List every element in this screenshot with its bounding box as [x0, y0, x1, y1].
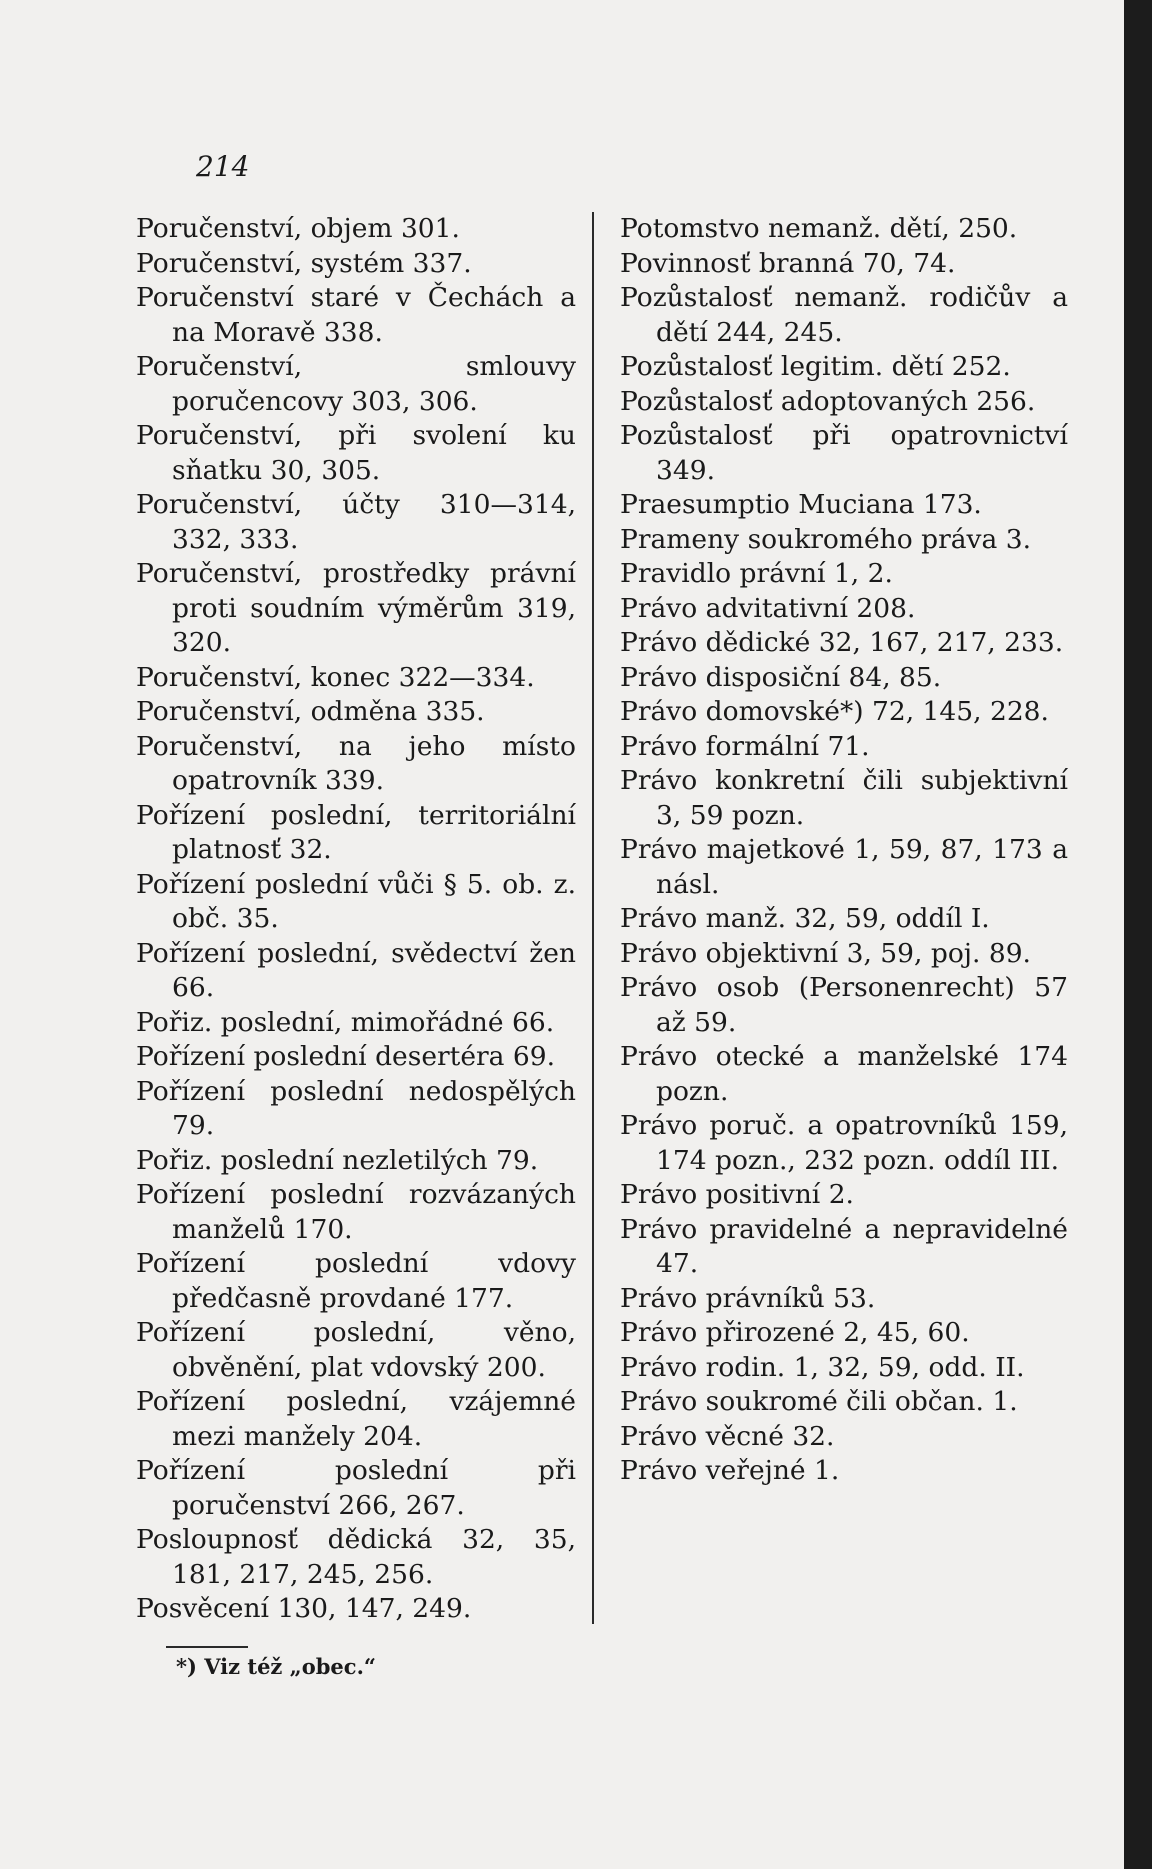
index-entry: Poručenství, smlouvy poručencovy 303, 306. — [136, 351, 576, 417]
index-column-right — [620, 212, 1068, 1489]
index-entry: Poručenství, konec 322—334. — [136, 661, 535, 693]
index-entry: Právo právníků 53. — [620, 1282, 876, 1314]
index-entry: Právo manž. 32, 59, oddíl I. — [620, 903, 990, 934]
index-entry: Potomstvo nemanž. dětí, 250. — [620, 213, 1018, 244]
index-entry: Pořízení poslední, věno, obvěnění, plat vdovský 200. — [136, 1317, 576, 1383]
index-entry: Poručenství, při svolení ku sňatku 30, 305. — [136, 420, 576, 486]
index-entry: Poručenství, odměna 335. — [136, 696, 485, 727]
index-entry: Pořízení poslední, svědectví žen 66. — [136, 937, 576, 1003]
footnote: *) Viz též „obec.“ — [176, 1654, 376, 1679]
index-entry: Právo osob (Personenrecht) 57 až 59. — [620, 972, 1068, 1038]
index-entry: Pořízení poslední vůči § 5. ob. z. obč. 35. — [136, 868, 576, 934]
index-column-left — [136, 212, 576, 1627]
index-entry: Poručenství staré v Čechách a na Moravě 338. — [136, 282, 576, 348]
index-entry: Právo objektivní 3, 59, poj. 89. — [620, 937, 1031, 969]
index-entry: Právo positivní 2. — [620, 1179, 854, 1210]
index-entry: Právo veřejné 1. — [620, 1455, 840, 1486]
index-entry: Právo domovské*) 72, 145, 228. — [620, 696, 1049, 727]
index-entry: Pozůstalosť nemanž. rodičův a dětí 244, 245. — [620, 282, 1068, 348]
index-entry: Právo dědické 32, 167, 217, 233. — [620, 627, 1064, 658]
index-entry: Právo soukromé čili občan. 1. — [620, 1386, 1018, 1417]
index-entry: Právo přirozené 2, 45, 60. — [620, 1317, 970, 1348]
index-entry: Poručenství, účty 310—314, 332, 333. — [136, 489, 576, 555]
index-entry: Pravidlo právní 1, 2. — [620, 558, 893, 589]
index-entry: Pořízení poslední rozvázaných manželů 170. — [136, 1179, 576, 1245]
index-entry: Pozůstalosť při opatrovnictví 349. — [620, 420, 1068, 486]
page-number: 214 — [196, 150, 250, 183]
column-divider — [592, 212, 594, 1624]
index-entry: Pořiz. poslední, mimořádné 66. — [136, 1006, 555, 1038]
index-entry: Právo konkretní čili subjektivní 3, 59 pozn. — [620, 765, 1068, 831]
index-entry: Právo věcné 32. — [620, 1420, 835, 1452]
index-entry: Právo advitativní 208. — [620, 592, 916, 624]
index-entry: Povinnosť branná 70, 74. — [620, 247, 956, 279]
index-entry: Poručenství, objem 301. — [136, 213, 460, 244]
index-entry: Posloupnosť dědická 32, 35, 181, 217, 245, 256. — [136, 1524, 576, 1590]
index-entry: Právo formální 71. — [620, 730, 870, 762]
index-entry: Pozůstalosť legitim. dětí 252. — [620, 351, 1011, 382]
index-entry: Poručenství, prostředky právní proti soudním výměrům 319, 320. — [136, 558, 576, 658]
index-entry: Prameny soukromého práva 3. — [620, 523, 1032, 555]
index-entry: Právo pravidelné a nepravidelné 47. — [620, 1213, 1068, 1279]
index-entry: Pořiz. poslední nezletilých 79. — [136, 1144, 539, 1176]
footnote-rule — [166, 1646, 248, 1648]
index-entry: Právo otecké a manželské 174 pozn. — [620, 1041, 1068, 1107]
index-entry: Pořízení poslední, vzájemné mezi manžely 204. — [136, 1386, 576, 1452]
index-entry: Pořízení poslední nedospělých 79. — [136, 1075, 576, 1141]
index-entry: Posvěcení 130, 147, 249. — [136, 1593, 472, 1624]
index-entry: Právo poruč. a opatrovníků 159, 174 pozn., 232 pozn. oddíl III. — [620, 1110, 1068, 1176]
index-entry: Právo majetkové 1, 59, 87, 173 a násl. — [620, 834, 1068, 900]
index-entry: Pořízení poslední, territoriální platnosť 32. — [136, 799, 576, 865]
index-entry: Právo rodin. 1, 32, 59, odd. II. — [620, 1351, 1025, 1383]
index-entry: Právo disposiční 84, 85. — [620, 661, 942, 693]
index-entry: Pořízení poslední vdovy předčasně provdané 177. — [136, 1248, 576, 1314]
index-entry: Poručenství, systém 337. — [136, 247, 472, 279]
index-entry: Pozůstalosť adoptovaných 256. — [620, 385, 1036, 417]
index-entry: Praesumptio Muciana 173. — [620, 489, 982, 520]
index-entry: Poručenství, na jeho místo opatrovník 339. — [136, 730, 576, 796]
index-entry: Pořízení poslední při poručenství 266, 267. — [136, 1455, 576, 1521]
index-entry: Pořízení poslední desertéra 69. — [136, 1041, 556, 1072]
